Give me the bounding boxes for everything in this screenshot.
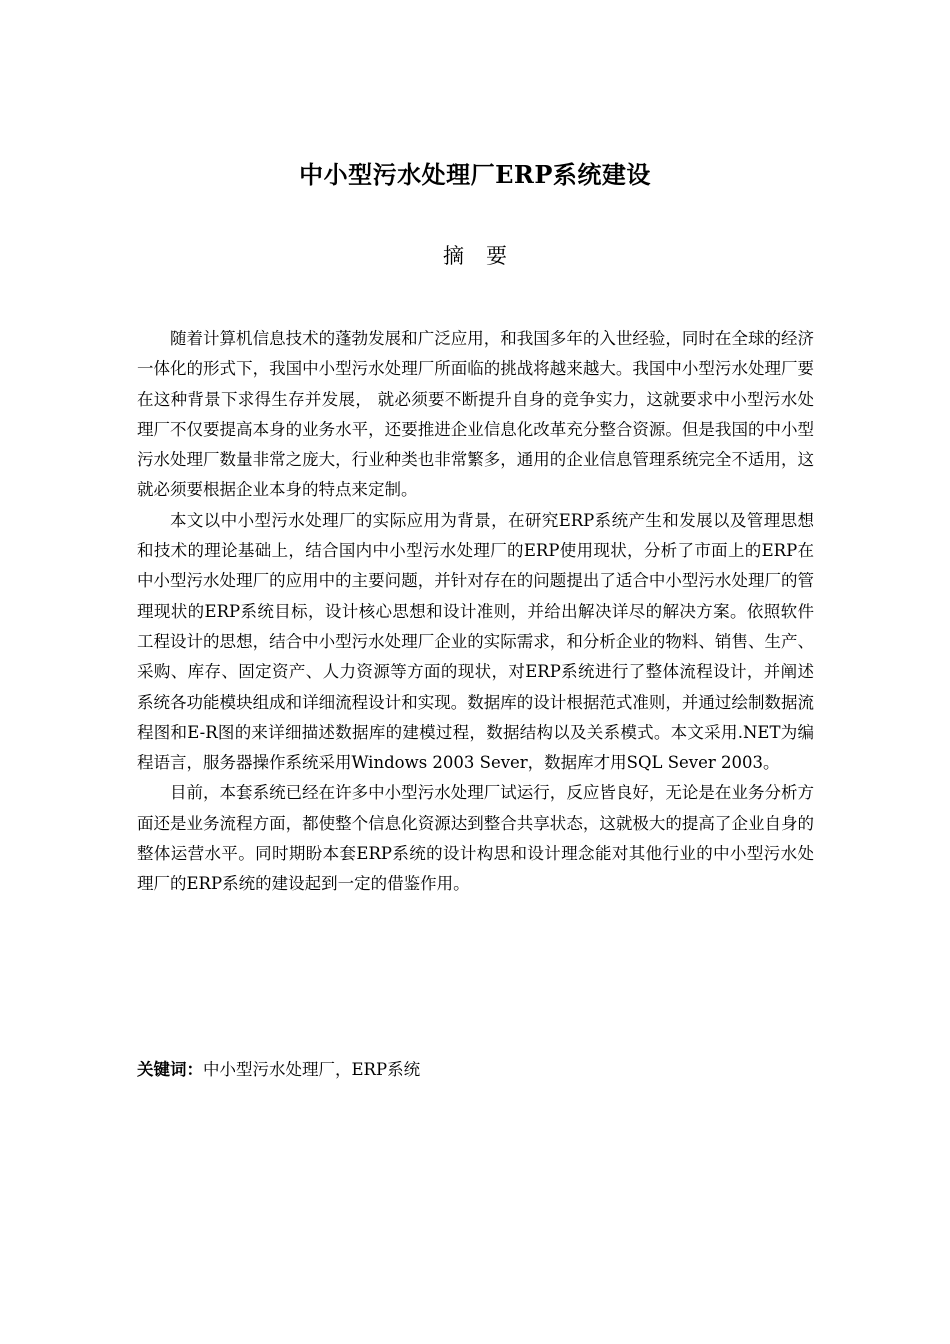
abstract-paragraph-3: 目前，本套系统已经在许多中小型污水处理厂试运行，反应皆良好，无论是在业务分析方面还是业务流程方面，都使整个信息化资源达到整合共享状态，这就极大的提高了企业自身的整体运营水平。同时期盼本套ERP系统的设计构思和设计理念能对其他行业的中小型污水处理厂的ERP系统的建设起到一定的借鉴作用。 <box>137 783 814 894</box>
abstract-paragraph-1: 随着计算机信息技术的蓬勃发展和广泛应用，和我国多年的入世经验，同时在全球的经济一体化的形式下，我国中小型污水处理厂所面临的挑战将越来越大。我国中小型污水处理厂要在这种背景下求得生存并发展， 就必须要不断提升自身的竞争实力，这就要求中小型污水处理厂不仅要提高本身的业务水平，还要推进企业信息化改革充分整合资源。但是我国的中小型污水处理厂数量非常之庞大，行业种类也非常繁多，通用的企业信息管理系统完全不适用，这就必须要根据企业本身的特点来定制。 <box>137 329 814 500</box>
keywords-line <box>137 1056 814 1084</box>
keywords-value: 中小型污水处理厂，ERP系统 <box>203 1060 421 1079</box>
abstract-paragraph-2: 本文以中小型污水处理厂的实际应用为背景，在研究ERP系统产生和发展以及管理思想和技术的理论基础上，结合国内中小型污水处理厂的ERP使用现状，分析了市面上的ERP在中小型污水处理厂的应用中的主要问题，并针对存在的问题提出了适合中小型污水处理厂的管理现状的ERP系统目标，设计核心思想和设计准则，并给出解决详尽的解决方案。依照软件工程设计的思想，结合中小型污水处理厂企业的实际需求，和分析企业的物料、销售、生产、采购、库存、固定资产、人力资源等方面的现状，对ERP系统进行了整体流程设计，并阐述系统各功能模块组成和详细流程设计和实现。数据库的设计根据范式准则，并通过绘制数据流程图和E-R图的来详细描述数据库的建模过程，数据结构以及关系模式。本文采用.NET为编程语言，服务器操作系统采用Windows 2003 Sever，数据库才用SQL Sever 2003。 <box>137 510 814 773</box>
keywords-label: 关键词： <box>137 1060 203 1079</box>
abstract-heading: 摘要 <box>443 244 529 268</box>
document-title: 中小型污水处理厂ERP系统建设 <box>299 160 651 189</box>
abstract-body <box>137 324 814 900</box>
